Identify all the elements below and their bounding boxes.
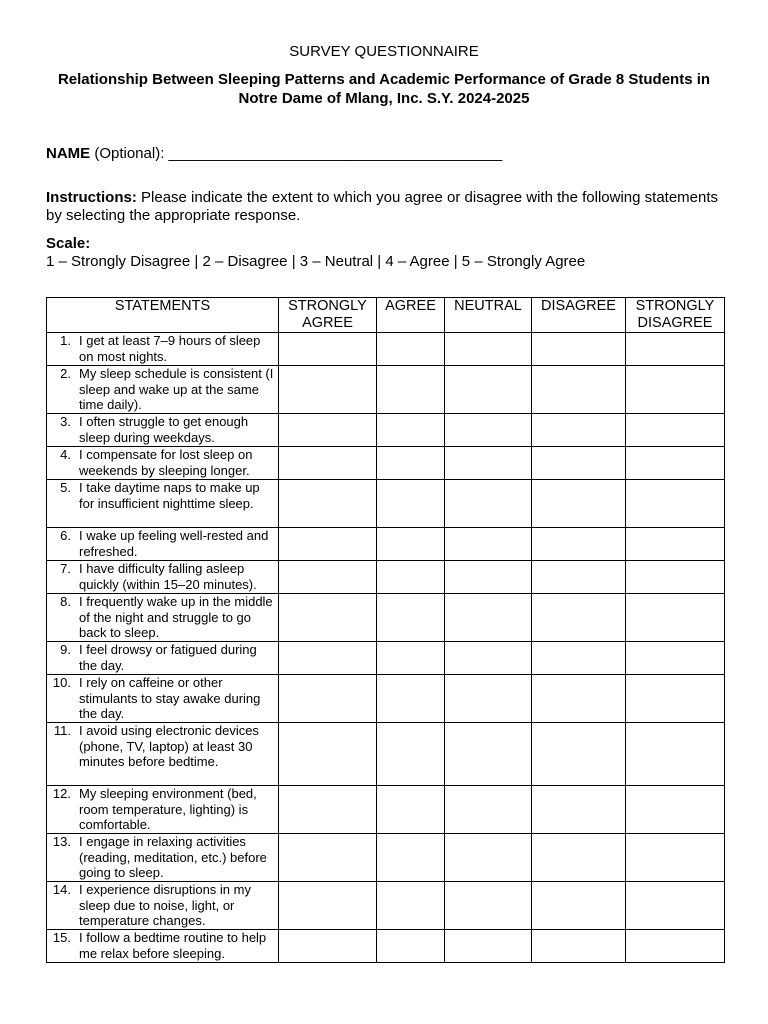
response-cell-neutral[interactable] — [445, 786, 532, 834]
name-field[interactable] — [46, 145, 502, 162]
response-cell-strongly-disagree[interactable] — [626, 930, 725, 963]
response-cell-disagree[interactable] — [532, 930, 626, 963]
table-row — [47, 528, 725, 561]
response-cell-strongly-disagree[interactable] — [626, 786, 725, 834]
response-cell-disagree[interactable] — [532, 882, 626, 930]
response-cell-strongly-agree[interactable] — [279, 882, 377, 930]
table-row — [47, 594, 725, 642]
response-cell-neutral[interactable] — [445, 930, 532, 963]
response-cell-neutral[interactable] — [445, 447, 532, 480]
response-cell-agree[interactable] — [377, 480, 445, 528]
response-cell-strongly-agree[interactable] — [279, 834, 377, 882]
response-cell-strongly-agree[interactable] — [279, 528, 377, 561]
response-cell-strongly-disagree[interactable] — [626, 447, 725, 480]
statement-number: 9. — [60, 642, 71, 657]
statement-number: 4. — [60, 447, 71, 462]
response-cell-strongly-disagree[interactable] — [626, 561, 725, 594]
response-cell-agree[interactable] — [377, 930, 445, 963]
response-cell-agree[interactable] — [377, 642, 445, 675]
statement-cell — [47, 642, 279, 675]
response-cell-agree[interactable] — [377, 594, 445, 642]
statement-text: I follow a bedtime routine to help me relax before sleeping. — [79, 930, 267, 961]
response-cell-neutral[interactable] — [445, 528, 532, 561]
response-cell-agree[interactable] — [377, 882, 445, 930]
statement-cell — [47, 594, 279, 642]
statement-text: My sleep schedule is consistent (I sleep and wake up at the same time daily). — [79, 366, 274, 412]
statement-number: 15. — [52, 930, 71, 945]
header-strongly-disagree: STRONGLY DISAGREE — [626, 298, 725, 333]
statement-text: I take daytime naps to make up for insufficient nighttime sleep. — [79, 480, 260, 511]
response-cell-strongly-agree[interactable] — [279, 723, 377, 786]
statement-number: 14. — [52, 882, 71, 897]
statement-number: 6. — [60, 528, 71, 543]
survey-table — [46, 297, 725, 963]
statement-cell — [47, 882, 279, 930]
header-statements: STATEMENTS — [47, 298, 279, 333]
response-cell-neutral[interactable] — [445, 366, 532, 414]
response-cell-neutral[interactable] — [445, 723, 532, 786]
response-cell-agree[interactable] — [377, 414, 445, 447]
response-cell-strongly-agree[interactable] — [279, 675, 377, 723]
statement-text: I rely on caffeine or other stimulants to stay awake during the day. — [79, 675, 261, 721]
statement-text: My sleeping environment (bed, room temperature, lighting) is comfortable. — [79, 786, 257, 832]
response-cell-strongly-agree[interactable] — [279, 594, 377, 642]
response-cell-disagree[interactable] — [532, 594, 626, 642]
response-cell-neutral[interactable] — [445, 414, 532, 447]
instructions-label: Instructions: — [46, 189, 137, 206]
statement-cell — [47, 786, 279, 834]
statement-text: I get at least 7–9 hours of sleep on most nights. — [79, 333, 261, 364]
instructions-text: Please indicate the extent to which you agree or disagree with the following statements by selecting the appropriate response. — [46, 189, 719, 224]
response-cell-neutral[interactable] — [445, 561, 532, 594]
statement-number: 13. — [52, 834, 71, 849]
statement-number: 12. — [52, 786, 71, 801]
response-cell-strongly-disagree[interactable] — [626, 642, 725, 675]
response-cell-disagree[interactable] — [532, 447, 626, 480]
response-cell-agree[interactable] — [377, 333, 445, 366]
response-cell-disagree[interactable] — [532, 723, 626, 786]
response-cell-agree[interactable] — [377, 447, 445, 480]
response-cell-strongly-disagree[interactable] — [626, 834, 725, 882]
response-cell-agree[interactable] — [377, 366, 445, 414]
statement-cell — [47, 561, 279, 594]
response-cell-disagree[interactable] — [532, 366, 626, 414]
response-cell-neutral[interactable] — [445, 642, 532, 675]
statement-cell — [47, 366, 279, 414]
statement-text: I often struggle to get enough sleep during weekdays. — [79, 414, 249, 445]
table-row — [47, 642, 725, 675]
response-cell-strongly-agree[interactable] — [279, 561, 377, 594]
table-row — [47, 675, 725, 723]
response-cell-agree[interactable] — [377, 561, 445, 594]
response-cell-neutral[interactable] — [445, 594, 532, 642]
response-cell-strongly-disagree[interactable] — [626, 333, 725, 366]
response-cell-strongly-disagree[interactable] — [626, 366, 725, 414]
response-cell-strongly-disagree[interactable] — [626, 528, 725, 561]
response-cell-disagree[interactable] — [532, 786, 626, 834]
response-cell-strongly-agree[interactable] — [279, 414, 377, 447]
response-cell-disagree[interactable] — [532, 333, 626, 366]
statement-number: 11. — [53, 723, 71, 738]
response-cell-disagree[interactable] — [532, 675, 626, 723]
name-label: NAME — [46, 145, 91, 162]
response-cell-neutral[interactable] — [445, 480, 532, 528]
response-cell-strongly-agree[interactable] — [279, 480, 377, 528]
response-cell-agree[interactable] — [377, 723, 445, 786]
response-cell-strongly-agree[interactable] — [279, 333, 377, 366]
response-cell-disagree[interactable] — [532, 561, 626, 594]
response-cell-agree[interactable] — [377, 786, 445, 834]
statement-cell — [47, 834, 279, 882]
response-cell-neutral[interactable] — [445, 882, 532, 930]
table-row — [47, 786, 725, 834]
header-agree: AGREE — [377, 298, 445, 333]
response-cell-agree[interactable] — [377, 834, 445, 882]
statement-cell — [47, 675, 279, 723]
statement-text: I frequently wake up in the middle of the night and struggle to go back to sleep. — [79, 594, 273, 640]
table-row — [47, 366, 725, 414]
name-blank-line[interactable]: ________________________________________ — [168, 145, 503, 162]
statement-cell — [47, 480, 279, 528]
table-row — [47, 834, 725, 882]
statement-number: 1. — [60, 333, 71, 348]
table-row — [47, 447, 725, 480]
statement-text: I wake up feeling well-rested and refreshed. — [79, 528, 269, 559]
response-cell-strongly-disagree[interactable] — [626, 723, 725, 786]
statement-number: 7. — [60, 561, 71, 576]
response-cell-strongly-disagree[interactable] — [626, 675, 725, 723]
table-header-row — [47, 298, 725, 333]
response-cell-disagree[interactable] — [532, 528, 626, 561]
statement-number: 5. — [60, 480, 71, 495]
statement-text: I compensate for lost sleep on weekends by sleeping longer. — [79, 447, 253, 478]
response-cell-strongly-agree[interactable] — [279, 447, 377, 480]
statement-cell — [47, 414, 279, 447]
statement-text: I avoid using electronic devices (phone, TV, laptop) at least 30 minutes before bedtime. — [79, 723, 259, 769]
statement-cell — [47, 528, 279, 561]
document-subtitle: Relationship Between Sleeping Patterns and Academic Performance of Grade 8 Students in Notre Dame of Mlang, Inc. S.Y. 2024-2025 — [57, 71, 711, 107]
statement-number: 10. — [52, 675, 71, 690]
statement-number: 3. — [60, 414, 71, 429]
table-row — [47, 723, 725, 786]
response-cell-strongly-disagree[interactable] — [626, 594, 725, 642]
statement-number: 8. — [60, 594, 71, 609]
response-cell-disagree[interactable] — [532, 480, 626, 528]
response-cell-strongly-agree[interactable] — [279, 786, 377, 834]
statement-cell — [47, 447, 279, 480]
table-row — [47, 882, 725, 930]
scale-section — [46, 235, 726, 271]
table-row — [47, 930, 725, 963]
table-row — [47, 414, 725, 447]
response-cell-neutral[interactable] — [445, 333, 532, 366]
response-cell-strongly-agree[interactable] — [279, 642, 377, 675]
response-cell-strongly-disagree[interactable] — [626, 882, 725, 930]
name-optional-label: (Optional): — [90, 145, 169, 162]
statement-text: I have difficulty falling asleep quickly (within 15–20 minutes). — [79, 561, 257, 592]
statement-number: 2. — [60, 366, 71, 381]
response-cell-strongly-disagree[interactable] — [626, 414, 725, 447]
statement-cell — [47, 723, 279, 786]
response-cell-agree[interactable] — [377, 675, 445, 723]
header-neutral: NEUTRAL — [445, 298, 532, 333]
scale-label: Scale: — [46, 235, 91, 252]
response-cell-neutral[interactable] — [445, 675, 532, 723]
response-cell-disagree[interactable] — [532, 642, 626, 675]
response-cell-disagree[interactable] — [532, 414, 626, 447]
statement-text: I feel drowsy or fatigued during the day. — [79, 642, 257, 673]
table-row — [47, 333, 725, 366]
scale-text: 1 – Strongly Disagree | 2 – Disagree | 3 – Neutral | 4 – Agree | 5 – Strongly Agree — [46, 253, 586, 270]
response-cell-strongly-agree[interactable] — [279, 930, 377, 963]
response-cell-disagree[interactable] — [532, 834, 626, 882]
statement-cell — [47, 930, 279, 963]
header-strongly-agree: STRONGLY AGREE — [279, 298, 377, 333]
response-cell-agree[interactable] — [377, 528, 445, 561]
instructions — [46, 189, 726, 225]
statement-text: I engage in relaxing activities (reading, meditation, etc.) before going to sleep. — [79, 834, 267, 880]
statement-text: I experience disruptions in my sleep due to noise, light, or temperature changes. — [79, 882, 251, 928]
statement-cell — [47, 333, 279, 366]
header-disagree: DISAGREE — [532, 298, 626, 333]
response-cell-strongly-disagree[interactable] — [626, 480, 725, 528]
survey-table-body — [47, 333, 725, 963]
response-cell-strongly-agree[interactable] — [279, 366, 377, 414]
document-title: SURVEY QUESTIONNAIRE — [289, 43, 479, 60]
table-row — [47, 561, 725, 594]
response-cell-neutral[interactable] — [445, 834, 532, 882]
table-row — [47, 480, 725, 528]
